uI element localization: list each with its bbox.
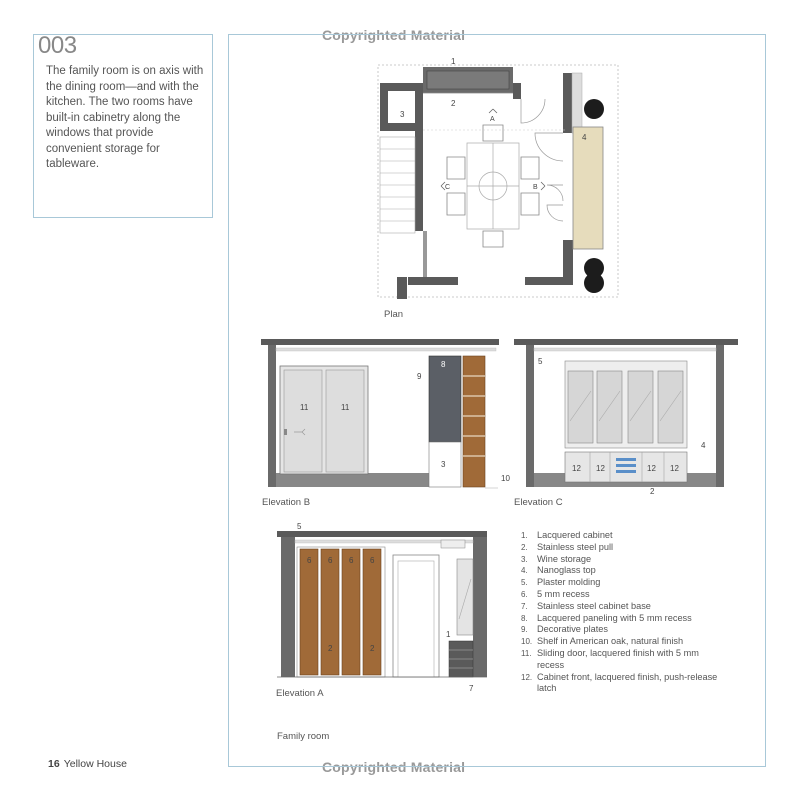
- elev-c-label-12b: 12: [596, 464, 605, 473]
- elev-a-label-2a: 2: [328, 644, 333, 653]
- floor-plan: [375, 55, 625, 305]
- page-number: 16: [48, 758, 60, 770]
- elevation-b: [258, 336, 510, 496]
- page-folio: [48, 758, 127, 770]
- elevation-a: [273, 519, 505, 694]
- elev-c-label-12d: 12: [670, 464, 679, 473]
- legend-item: 7. Stainless steel cabinet base: [521, 600, 651, 611]
- legend-item: 2. Stainless steel pull: [521, 541, 614, 552]
- elev-a-label-6b: 6: [328, 556, 333, 565]
- legend-item: 11. Sliding door, lacquered finish with 5 mm recess: [521, 647, 699, 670]
- legend-item: 8. Lacquered paneling with 5 mm recess: [521, 612, 692, 623]
- elev-b-label-11a: 11: [300, 403, 309, 412]
- plan-label-1: 1: [451, 57, 456, 66]
- note-text: The family room is on axis with the dining room—and with the kitchen. The two rooms have built-in cabinetry along the windows that provide convenient storage for tableware.: [46, 65, 204, 170]
- elevation-c: [512, 336, 744, 496]
- legend-item: 5. Plaster molding: [521, 577, 601, 588]
- legend-item: 9. Decorative plates: [521, 624, 608, 635]
- caption-family-room: Family room: [277, 731, 330, 742]
- legend-item: 6. 5 mm recess: [521, 588, 590, 599]
- elev-a-label-2b: 2: [370, 644, 375, 653]
- caption-plan: Plan: [384, 309, 404, 320]
- copyright-bottom: Copyrighted Material: [322, 759, 466, 775]
- legend-item: 3. Wine storage: [521, 553, 592, 564]
- plan-label-b: B: [533, 184, 538, 191]
- elev-a-label-5: 5: [297, 522, 302, 531]
- elev-c-label-5: 5: [538, 357, 543, 366]
- elev-c-label-12a: 12: [572, 464, 581, 473]
- elev-b-label-3: 3: [441, 460, 446, 469]
- elev-a-label-6d: 6: [370, 556, 375, 565]
- elev-a-label-7: 7: [469, 684, 474, 693]
- copyright-top: Copyrighted Material: [322, 27, 466, 43]
- elev-b-label-9: 9: [417, 372, 422, 381]
- caption-elevation-b: Elevation B: [262, 497, 311, 508]
- note-number: 003: [38, 32, 77, 59]
- book-title: Yellow House: [63, 758, 127, 770]
- legend-item: 4. Nanoglass top: [521, 565, 596, 576]
- elev-a-label-6a: 6: [307, 556, 312, 565]
- legend-item: 12. Cabinet front, lacquered finish, push-release latch: [521, 671, 718, 694]
- caption-elevation-a: Elevation A: [276, 688, 324, 699]
- elev-a-label-6c: 6: [349, 556, 354, 565]
- elev-c-label-12c: 12: [647, 464, 656, 473]
- elev-b-label-8: 8: [441, 360, 446, 369]
- caption-elevation-c: Elevation C: [514, 497, 563, 508]
- plan-label-a: A: [490, 116, 495, 123]
- elev-b-label-11b: 11: [341, 403, 350, 412]
- legend-list: [521, 530, 721, 695]
- plan-label-c: C: [445, 184, 451, 191]
- elev-c-label-2: 2: [650, 487, 655, 496]
- legend-item: 1. Lacquered cabinet: [521, 530, 613, 540]
- elev-a-label-1: 1: [446, 630, 451, 639]
- elev-b-label-10: 10: [501, 474, 510, 483]
- plan-label-2: 2: [451, 99, 456, 108]
- legend-item: 10. Shelf in American oak, natural finish: [521, 636, 684, 647]
- elev-c-label-4: 4: [701, 441, 706, 450]
- plan-label-3: 3: [400, 110, 405, 119]
- plan-label-4: 4: [582, 133, 587, 142]
